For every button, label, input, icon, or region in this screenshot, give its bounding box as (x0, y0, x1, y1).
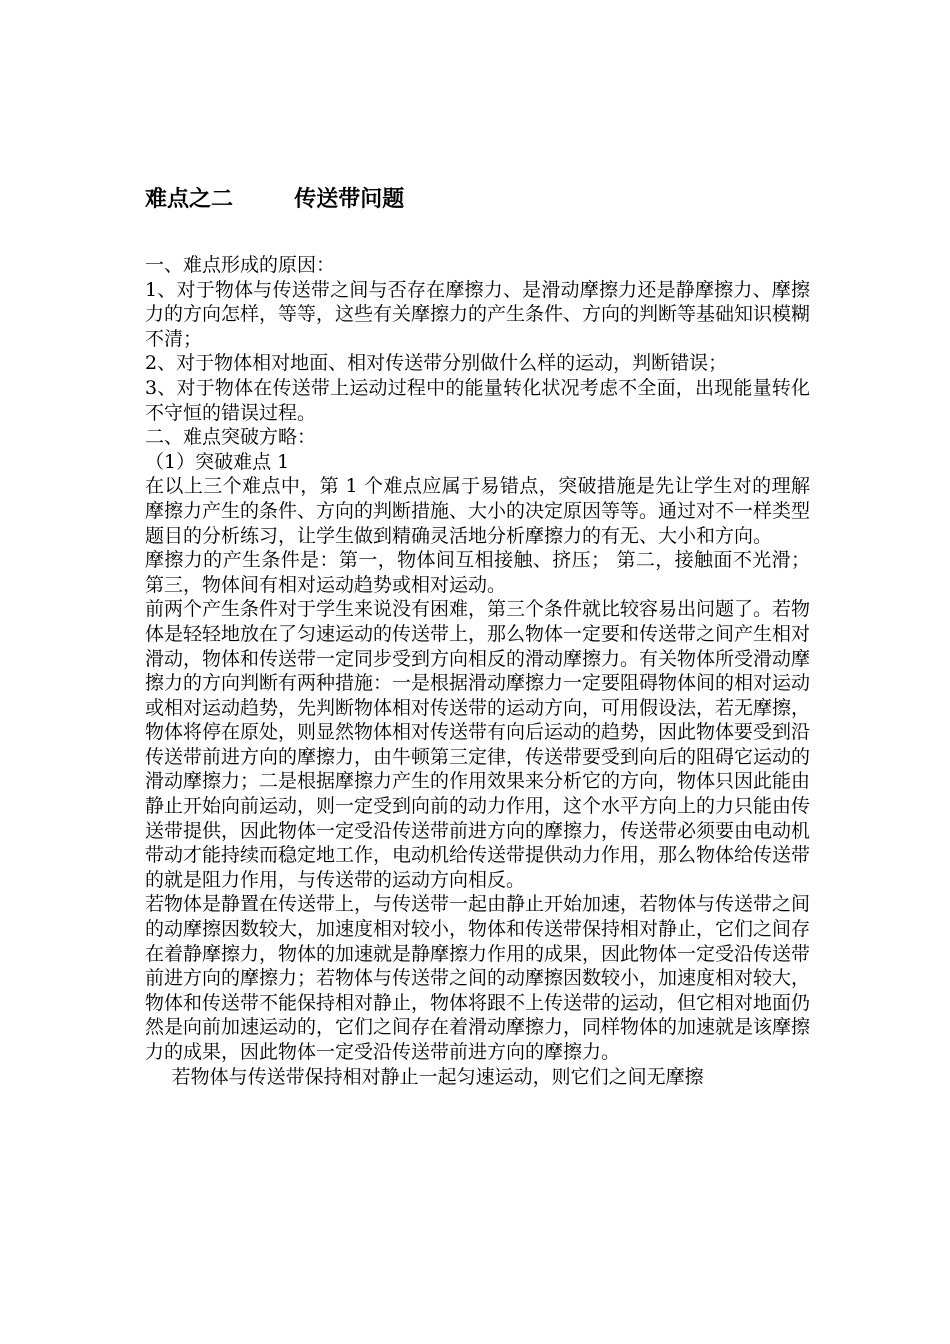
document-text (145, 253, 810, 1089)
cause-item-1: 1、对于物体与传送带之间与否存在摩擦力、是滑动摩擦力还是静摩擦力、摩擦力的方向怎样，等等，这些有关摩擦力的产生条件、方向的判断等基础知识模糊不清； (145, 278, 811, 350)
paragraph-uniform-motion: 若物体与传送带保持相对静止一起匀速运动，则它们之间无摩擦 (171, 1065, 704, 1088)
paragraph-sliding-friction: 前两个产生条件对于学生来说没有困难，第三个条件就比较容易出问题了。若物体是轻轻地放在了匀速运动的传送带上，那么物体一定要和传送带之间产生相对滑动，物体和传送带一定同步受到方向相反的滑动摩擦力。有关物体所受滑动摩擦力的方向判断有两种措施：一是根据滑动摩擦力一定要阻碍物体间的相对运动或相对运动趋势，先判断物体相对传送带的运动方向，可用假设法，若无摩擦，物体将停在原处，则显然物体相对传送带有向后运动的趋势，因此物体要受到沿传送带前进方向的摩擦力，由牛顿第三定律，传送带要受到向后的阻碍它运动的滑动摩擦力；二是根据摩擦力产生的作用效果来分析它的方向，物体只因此能由静止开始向前运动，则一定受到向前的动力作用，这个水平方向上的力只能由传送带提供，因此物体一定受沿传送带前进方向的摩擦力，传送带必须要由电动机带动才能持续而稳定地工作，电动机给传送带提供动力作用，那么物体给传送带的就是阻力作用，与传送带的运动方向相反。 (145, 598, 811, 891)
section-heading-causes: 一、难点形成的原因： (145, 254, 336, 276)
cause-item-3: 3、对于物体在传送带上运动过程中的能量转化状况考虑不全面，出现能量转化不守恒的错误过程。 (145, 376, 810, 424)
paragraph-overview: 在以上三个难点中，第 1 个难点应属于易错点，突破措施是先让学生对的理解摩擦力产生的条件、方向的判断措施、大小的决定原因等等。通过对不一样类型题目的分析练习，让学生做到精确灵活地分析摩擦力的有无、大小和方向。 (145, 475, 811, 547)
cause-item-2: 2、对于物体相对地面、相对传送带分别做什么样的运动，判断错误； (145, 352, 728, 375)
paragraph-static-friction: 若物体是静置在传送带上，与传送带一起由静止开始加速，若物体与传送带之间的动摩擦因数较大，加速度相对较小，物体和传送带保持相对静止，它们之间存在着静摩擦力，物体的加速就是静摩擦力作用的成果，因此物体一定受沿传送带前进方向的摩擦力；若物体与传送带之间的动摩擦因数较小，加速度相对较大，物体和传送带不能保持相对静止，物体将跟不上传送带的运动，但它相对地面仍然是向前加速运动的，它们之间存在着滑动摩擦力，同样物体的加速就是该摩擦力的成果，因此物体一定受沿传送带前进方向的摩擦力。 (145, 893, 811, 1063)
paragraph-friction-conditions: 摩擦力的产生条件是：第一，物体间互相接触、挤压； 第二，接触面不光滑； 第三，物体间有相对运动趋势或相对运动。 (145, 549, 810, 596)
subsection-heading-1: （1）突破难点 1 (145, 450, 290, 473)
document-body (145, 183, 810, 1089)
document-title: 难点之二 传送带问题 (145, 187, 405, 212)
section-heading-strategy: 二、难点突破方略： (145, 426, 317, 449)
